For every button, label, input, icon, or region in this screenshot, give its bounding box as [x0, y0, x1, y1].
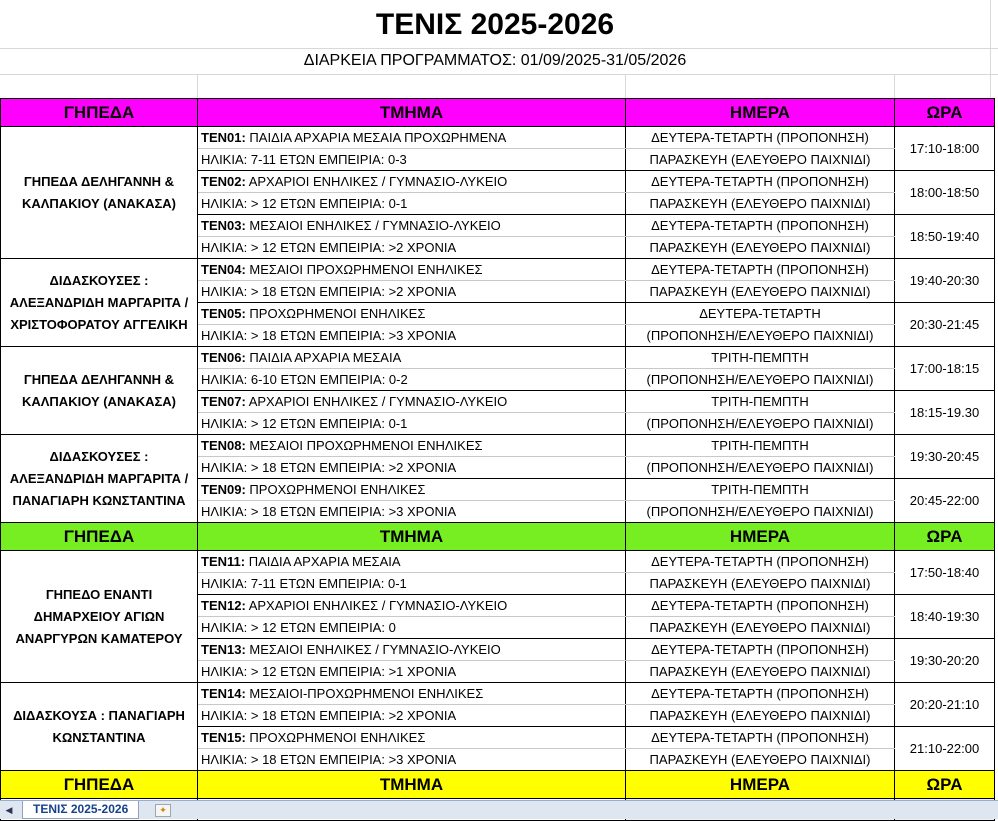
time-cell[interactable]: 17:50-18:40: [895, 551, 995, 595]
section-title: ΜΕΣΑΙΟΙ ΠΡΟΧΩΡΗΜΕΝΟΙ ΕΝΗΛΙΚΕΣ: [245, 262, 483, 277]
day-cell[interactable]: ΔΕΥΤΕΡΑ-ΤΕΤΑΡΤΗ (ΠΡΟΠΟΝΗΣΗ): [626, 639, 895, 661]
section-cell[interactable]: [198, 595, 626, 617]
section-title: ΠΑΙΔΙΑ ΑΡΧΑΡΙΑ ΜΕΣΑΙΑ: [245, 554, 401, 569]
age-experience-cell[interactable]: ΗΛΙΚΙΑ: > 18 ΕΤΩΝ ΕΜΠΕΙΡΙΑ: >3 ΧΡΟΝΙΑ: [198, 325, 626, 347]
day-cell[interactable]: ΤΡΙΤΗ-ΠΕΜΠΤΗ: [626, 435, 895, 457]
day-cell[interactable]: ΔΕΥΤΕΡΑ-ΤΕΤΑΡΤΗ (ΠΡΟΠΟΝΗΣΗ): [626, 551, 895, 573]
table-row: [1, 127, 995, 149]
location-cell: ΔΙΔΑΣΚΟΥΣΕΣ : ΑΛΕΞΑΝΔΡΙΔΗ ΜΑΡΓΑΡΙΤΑ / ΧΡΙΣΤΟΦΟΡΑΤΟΥ ΑΓΓΕΛΙΚΗ: [1, 259, 198, 347]
header-day: ΗΜΕΡΑ: [626, 99, 895, 127]
day-cell[interactable]: ΠΑΡΑΣΚΕΥΗ (ΕΛΕΥΘΕΡΟ ΠΑΙΧΝΙΔΙ): [626, 149, 895, 171]
header-time: ΩΡΑ: [895, 771, 995, 799]
section-code: ΤΕΝ13:: [201, 642, 246, 657]
sheet-subtitle: ΔΙΑΡΚΕΙΑ ΠΡΟΓΡΑΜΜΑΤΟΣ: 01/09/2025-31/05/2026: [303, 52, 687, 69]
location-cell: ΔΙΔΑΣΚΟΥΣΑ : ΠΑΝΑΓΙΑΡΗ ΚΩΝΣΤΑΝΤΙΝΑ: [1, 683, 198, 771]
location-cell: ΓΗΠΕΔΟ ΕΝΑΝΤΙ ΔΗΜΑΡΧΕΙΟΥ ΑΓΙΩΝ ΑΝΑΡΓΥΡΩΝ ΚΑΜΑΤΕΡΟΥ: [1, 551, 198, 683]
day-cell[interactable]: ΠΑΡΑΣΚΕΥΗ (ΕΛΕΥΘΕΡΟ ΠΑΙΧΝΙΔΙ): [626, 705, 895, 727]
header-row: [1, 99, 995, 127]
gridline: [197, 74, 198, 98]
age-experience-cell[interactable]: ΗΛΙΚΙΑ: 6-10 ΕΤΩΝ ΕΜΠΕΙΡΙΑ: 0-2: [198, 369, 626, 391]
time-cell[interactable]: 19:30-20:45: [895, 435, 995, 479]
time-cell[interactable]: 19:40-20:30: [895, 259, 995, 303]
time-cell[interactable]: 21:10-22:00: [895, 727, 995, 771]
section-title: ΠΑΙΔΙΑ ΑΡΧΑΡΙΑ ΜΕΣΑΙΑ ΠΡΟΧΩΡΗΜΕΝΑ: [245, 130, 507, 145]
table-row: [1, 683, 995, 705]
section-code: ΤΕΝ12:: [201, 598, 246, 613]
age-experience-cell[interactable]: ΗΛΙΚΙΑ: > 12 ΕΤΩΝ ΕΜΠΕΙΡΙΑ: >2 ΧΡΟΝΙΑ: [198, 237, 626, 259]
section-code: ΤΕΝ09:: [201, 482, 246, 497]
day-cell[interactable]: (ΠΡΟΠΟΝΗΣΗ/ΕΛΕΥΘΕΡΟ ΠΑΙΧΝΙΔΙ): [626, 369, 895, 391]
gridline: [0, 74, 998, 75]
header-time: ΩΡΑ: [895, 523, 995, 551]
header-row: [1, 523, 995, 551]
section-cell[interactable]: [198, 551, 626, 573]
section-cell[interactable]: [198, 347, 626, 369]
section-code: ΤΕΝ15:: [201, 730, 246, 745]
section-title: ΑΡΧΑΡΙΟΙ ΕΝΗΛΙΚΕΣ / ΓΥΜΝΑΣΙΟ-ΛΥΚΕΙΟ: [245, 598, 508, 613]
day-cell[interactable]: ΔΕΥΤΕΡΑ-ΤΕΤΑΡΤΗ (ΠΡΟΠΟΝΗΣΗ): [626, 215, 895, 237]
insert-sheet-icon[interactable]: ✦: [155, 804, 171, 817]
age-experience-cell[interactable]: ΗΛΙΚΙΑ: > 18 ΕΤΩΝ ΕΜΠΕΙΡΙΑ: >3 ΧΡΟΝΙΑ: [198, 749, 626, 771]
section-cell[interactable]: [198, 435, 626, 457]
day-cell[interactable]: ΤΡΙΤΗ-ΠΕΜΠΤΗ: [626, 347, 895, 369]
section-title: ΜΕΣΑΙΟΙ ΕΝΗΛΙΚΕΣ / ΓΥΜΝΑΣΙΟ-ΛΥΚΕΙΟ: [245, 218, 501, 233]
section-code: ΤΕΝ06:: [201, 350, 246, 365]
time-cell[interactable]: 18:15-19.30: [895, 391, 995, 435]
day-cell[interactable]: (ΠΡΟΠΟΝΗΣΗ/ΕΛΕΥΘΕΡΟ ΠΑΙΧΝΙΔΙ): [626, 501, 895, 523]
day-cell[interactable]: (ΠΡΟΠΟΝΗΣΗ/ΕΛΕΥΘΕΡΟ ΠΑΙΧΝΙΔΙ): [626, 413, 895, 435]
day-cell[interactable]: ΠΑΡΑΣΚΕΥΗ (ΕΛΕΥΘΕΡΟ ΠΑΙΧΝΙΔΙ): [626, 617, 895, 639]
section-cell[interactable]: [198, 303, 626, 325]
section-title: ΜΕΣΑΙΟΙ ΠΡΟΧΩΡΗΜΕΝΟΙ ΕΝΗΛΙΚΕΣ: [245, 438, 483, 453]
header-day: ΗΜΕΡΑ: [626, 523, 895, 551]
day-cell[interactable]: ΠΑΡΑΣΚΕΥΗ (ΕΛΕΥΘΕΡΟ ΠΑΙΧΝΙΔΙ): [626, 573, 895, 595]
header-section: ΤΜΗΜΑ: [198, 771, 626, 799]
time-cell[interactable]: 19:30-20:20: [895, 639, 995, 683]
age-experience-cell[interactable]: ΗΛΙΚΙΑ: > 18 ΕΤΩΝ ΕΜΠΕΙΡΙΑ: >3 ΧΡΟΝΙΑ: [198, 501, 626, 523]
time-cell[interactable]: 18:50-19:40: [895, 215, 995, 259]
header-section: ΤΜΗΜΑ: [198, 523, 626, 551]
section-title: ΠΑΙΔΙΑ ΑΡΧΑΡΙΑ ΜΕΣΑΙΑ: [245, 350, 402, 365]
day-cell[interactable]: ΔΕΥΤΕΡΑ-ΤΕΤΑΡΤΗ (ΠΡΟΠΟΝΗΣΗ): [626, 683, 895, 705]
age-experience-cell[interactable]: ΗΛΙΚΙΑ: > 18 ΕΤΩΝ ΕΜΠΕΙΡΙΑ: >2 ΧΡΟΝΙΑ: [198, 281, 626, 303]
section-cell[interactable]: [198, 391, 626, 413]
location-cell: ΓΗΠΕΔΑ ΔΕΛΗΓΑΝΝΗ & ΚΑΛΠΑΚΙΟΥ (ΑΝΑΚΑΣΑ): [1, 127, 198, 259]
time-cell[interactable]: 17:10-18:00: [895, 127, 995, 171]
header-section: ΤΜΗΜΑ: [198, 99, 626, 127]
day-cell[interactable]: ΔΕΥΤΕΡΑ-ΤΕΤΑΡΤΗ (ΠΡΟΠΟΝΗΣΗ): [626, 127, 895, 149]
section-title: ΜΕΣΑΙΟΙ ΕΝΗΛΙΚΕΣ / ΓΥΜΝΑΣΙΟ-ΛΥΚΕΙΟ: [245, 642, 501, 657]
section-code: ΤΕΝ03:: [201, 218, 246, 233]
day-cell[interactable]: ΠΑΡΑΣΚΕΥΗ (ΕΛΕΥΘΕΡΟ ΠΑΙΧΝΙΔΙ): [626, 193, 895, 215]
day-cell[interactable]: ΠΑΡΑΣΚΕΥΗ (ΕΛΕΥΘΕΡΟ ΠΑΙΧΝΙΔΙ): [626, 281, 895, 303]
time-cell[interactable]: 20:20-21:10: [895, 683, 995, 727]
section-cell[interactable]: [198, 215, 626, 237]
section-title: ΠΡΟΧΩΡΗΜΕΝΟΙ ΕΝΗΛΙΚΕΣ: [245, 730, 426, 745]
header-courts: ΓΗΠΕΔΑ: [1, 99, 198, 127]
age-experience-cell[interactable]: ΗΛΙΚΙΑ: > 18 ΕΤΩΝ ΕΜΠΕΙΡΙΑ: >2 ΧΡΟΝΙΑ: [198, 457, 626, 479]
gridline: [0, 48, 998, 49]
header-courts: ΓΗΠΕΔΑ: [1, 523, 198, 551]
header-time: ΩΡΑ: [895, 99, 995, 127]
section-cell[interactable]: [198, 171, 626, 193]
section-title: ΑΡΧΑΡΙΟΙ ΕΝΗΛΙΚΕΣ / ΓΥΜΝΑΣΙΟ-ΛΥΚΕΙΟ: [245, 174, 508, 189]
day-cell[interactable]: ΠΑΡΑΣΚΕΥΗ (ΕΛΕΥΘΕΡΟ ΠΑΙΧΝΙΔΙ): [626, 661, 895, 683]
time-cell[interactable]: 20:45-22:00: [895, 479, 995, 523]
table-row: [1, 435, 995, 457]
tab-scroll-left-icon[interactable]: ◀: [5, 805, 13, 815]
sheet-title: ΤΕΝΙΣ 2025-2026: [375, 8, 615, 41]
header-row: [1, 771, 995, 799]
day-cell[interactable]: (ΠΡΟΠΟΝΗΣΗ/ΕΛΕΥΘΕΡΟ ΠΑΙΧΝΙΔΙ): [626, 325, 895, 347]
day-cell[interactable]: ΔΕΥΤΕΡΑ-ΤΕΤΑΡΤΗ (ΠΡΟΠΟΝΗΣΗ): [626, 171, 895, 193]
section-code: ΤΕΝ02:: [201, 174, 246, 189]
section-cell[interactable]: [198, 683, 626, 705]
age-experience-cell[interactable]: ΗΛΙΚΙΑ: 7-11 ΕΤΩΝ ΕΜΠΕΙΡΙΑ: 0-1: [198, 573, 626, 595]
section-code: ΤΕΝ08:: [201, 438, 246, 453]
section-title: ΑΡΧΑΡΙΟΙ ΕΝΗΛΙΚΕΣ / ΓΥΜΝΑΣΙΟ-ΛΥΚΕΙΟ: [245, 394, 508, 409]
section-cell[interactable]: [198, 639, 626, 661]
section-code: ΤΕΝ07:: [201, 394, 246, 409]
age-experience-cell[interactable]: ΗΛΙΚΙΑ: > 12 ΕΤΩΝ ΕΜΠΕΙΡΙΑ: 0-1: [198, 413, 626, 435]
sheet-tab-active[interactable]: ΤΕΝΙΣ 2025-2026: [22, 801, 139, 819]
table-row: [1, 259, 995, 281]
section-title: ΠΡΟΧΩΡΗΜΕΝΟΙ ΕΝΗΛΙΚΕΣ: [245, 306, 426, 321]
gridline: [894, 74, 895, 98]
location-cell: ΓΗΠΕΔΑ ΔΕΛΗΓΑΝΝΗ & ΚΑΛΠΑΚΙΟΥ (ΑΝΑΚΑΣΑ): [1, 347, 198, 435]
section-cell[interactable]: [198, 259, 626, 281]
time-cell[interactable]: 18:00-18:50: [895, 171, 995, 215]
section-code: ΤΕΝ05:: [201, 306, 246, 321]
age-experience-cell[interactable]: ΗΛΙΚΙΑ: > 12 ΕΤΩΝ ΕΜΠΕΙΡΙΑ: 0: [198, 617, 626, 639]
section-code: ΤΕΝ14:: [201, 686, 246, 701]
section-cell[interactable]: [198, 479, 626, 501]
table-row: [1, 347, 995, 369]
header-courts: ΓΗΠΕΔΑ: [1, 771, 198, 799]
time-cell[interactable]: 20:30-21:45: [895, 303, 995, 347]
section-cell[interactable]: [198, 127, 626, 149]
day-cell[interactable]: ΤΡΙΤΗ-ΠΕΜΠΤΗ: [626, 391, 895, 413]
sheet-tab-bar: [0, 800, 998, 819]
table-row: [1, 551, 995, 573]
age-experience-cell[interactable]: ΗΛΙΚΙΑ: > 12 ΕΤΩΝ ΕΜΠΕΙΡΙΑ: 0-1: [198, 193, 626, 215]
age-experience-cell[interactable]: ΗΛΙΚΙΑ: > 18 ΕΤΩΝ ΕΜΠΕΙΡΙΑ: >2 ΧΡΟΝΙΑ: [198, 705, 626, 727]
section-code: ΤΕΝ11:: [201, 554, 246, 569]
schedule-table: [0, 98, 995, 821]
section-title: ΜΕΣΑΙΟΙ-ΠΡΟΧΩΡΗΜΕΝΟΙ ΕΝΗΛΙΚΕΣ: [245, 686, 484, 701]
section-code: ΤΕΝ04:: [201, 262, 246, 277]
section-code: ΤΕΝ01:: [201, 130, 246, 145]
day-cell[interactable]: ΠΑΡΑΣΚΕΥΗ (ΕΛΕΥΘΕΡΟ ΠΑΙΧΝΙΔΙ): [626, 749, 895, 771]
location-cell: ΔΙΔΑΣΚΟΥΣΕΣ : ΑΛΕΞΑΝΔΡΙΔΗ ΜΑΡΓΑΡΙΤΑ / ΠΑΝΑΓΙΑΡΗ ΚΩΝΣΤΑΝΤΙΝΑ: [1, 435, 198, 523]
day-cell[interactable]: ΔΕΥΤΕΡΑ-ΤΕΤΑΡΤΗ (ΠΡΟΠΟΝΗΣΗ): [626, 727, 895, 749]
time-cell[interactable]: 18:40-19:30: [895, 595, 995, 639]
day-cell[interactable]: ΔΕΥΤΕΡΑ-ΤΕΤΑΡΤΗ (ΠΡΟΠΟΝΗΣΗ): [626, 259, 895, 281]
day-cell[interactable]: ΠΑΡΑΣΚΕΥΗ (ΕΛΕΥΘΕΡΟ ΠΑΙΧΝΙΔΙ): [626, 237, 895, 259]
section-title: ΠΡΟΧΩΡΗΜΕΝΟΙ ΕΝΗΛΙΚΕΣ: [245, 482, 426, 497]
header-day: ΗΜΕΡΑ: [626, 771, 895, 799]
age-experience-cell[interactable]: ΗΛΙΚΙΑ: 7-11 ΕΤΩΝ ΕΜΠΕΙΡΙΑ: 0-3: [198, 149, 626, 171]
section-cell[interactable]: [198, 727, 626, 749]
day-cell[interactable]: ΔΕΥΤΕΡΑ-ΤΕΤΑΡΤΗ (ΠΡΟΠΟΝΗΣΗ): [626, 595, 895, 617]
age-experience-cell[interactable]: ΗΛΙΚΙΑ: > 12 ΕΤΩΝ ΕΜΠΕΙΡΙΑ: >1 ΧΡΟΝΙΑ: [198, 661, 626, 683]
day-cell[interactable]: ΔΕΥΤΕΡΑ-ΤΕΤΑΡΤΗ: [626, 303, 895, 325]
day-cell[interactable]: ΤΡΙΤΗ-ΠΕΜΠΤΗ: [626, 479, 895, 501]
time-cell[interactable]: 17:00-18:15: [895, 347, 995, 391]
gridline: [990, 0, 991, 98]
gridline: [625, 74, 626, 98]
day-cell[interactable]: (ΠΡΟΠΟΝΗΣΗ/ΕΛΕΥΘΕΡΟ ΠΑΙΧΝΙΔΙ): [626, 457, 895, 479]
